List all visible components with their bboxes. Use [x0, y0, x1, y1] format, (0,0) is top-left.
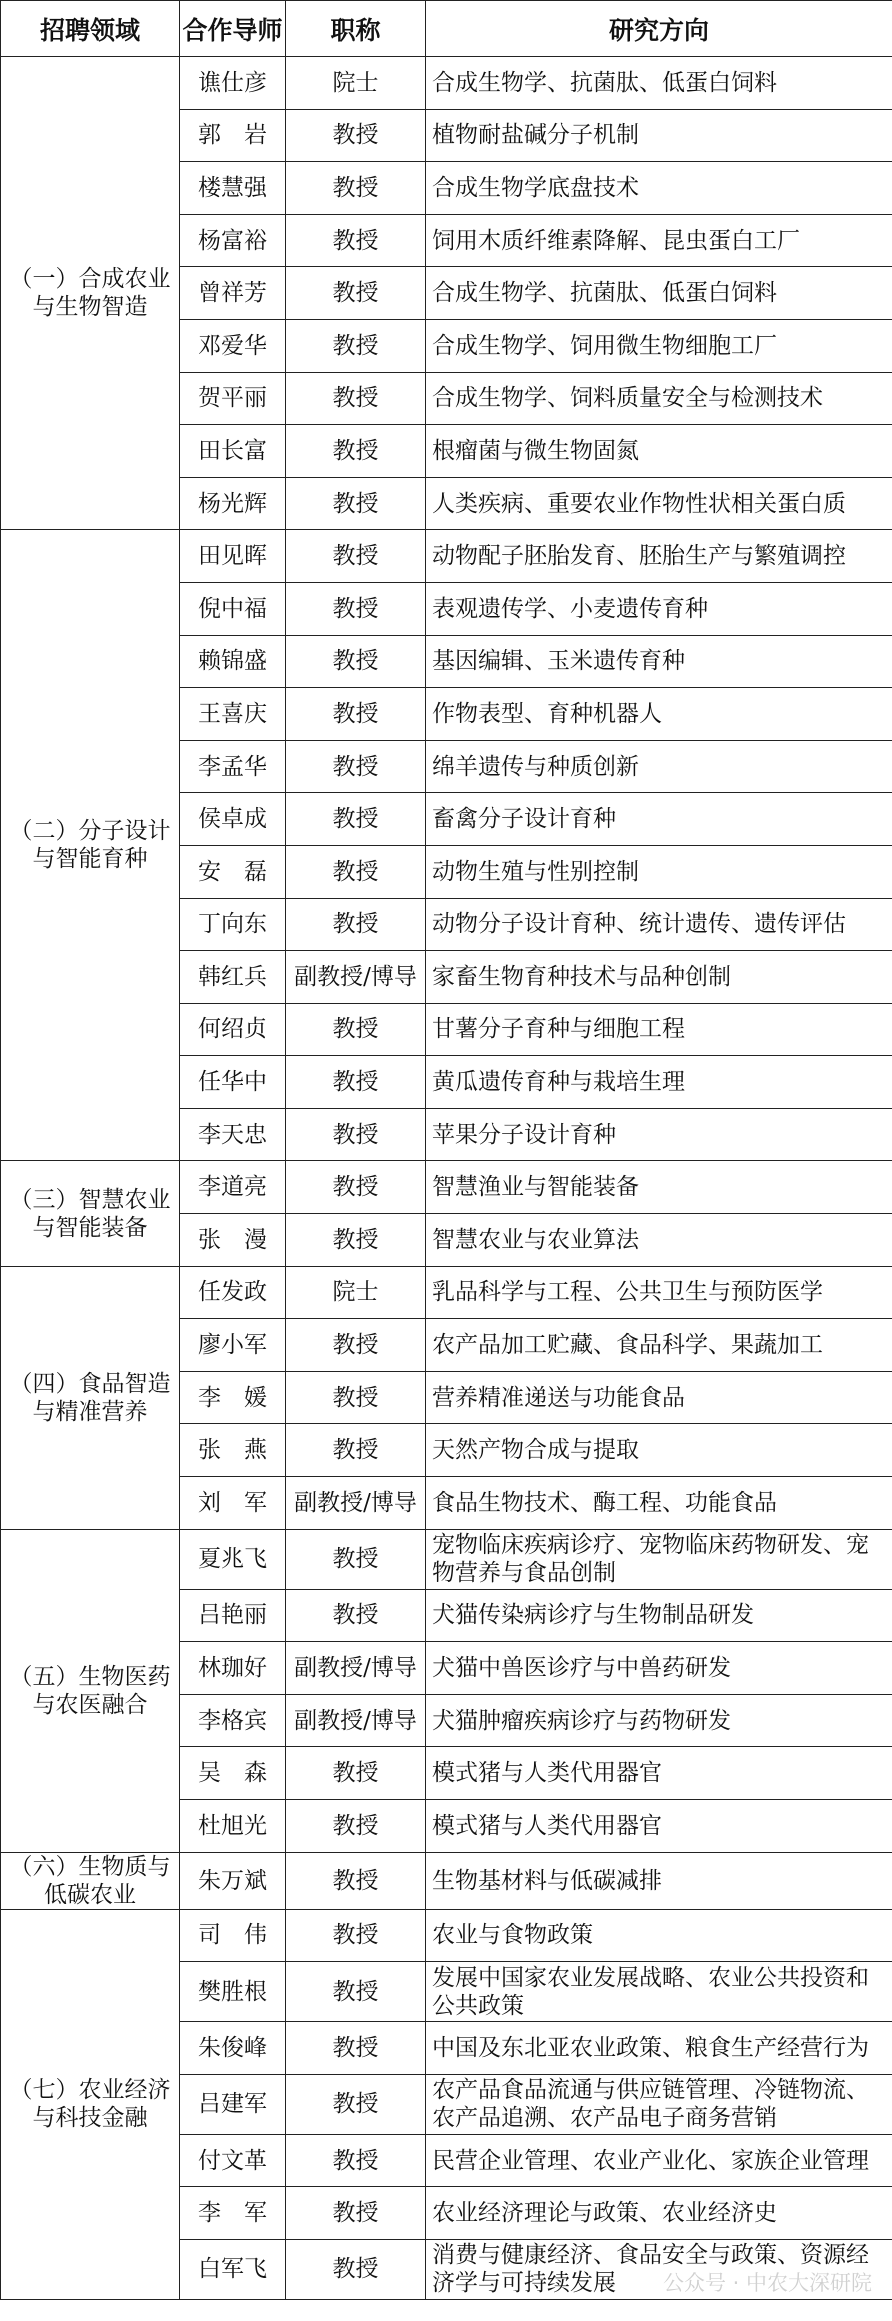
mentor-name: 吕艳丽 [180, 1589, 286, 1642]
research-direction: 营养精准递送与功能食品 [426, 1371, 892, 1424]
mentor-name: 韩红兵 [180, 951, 286, 1004]
header-row [1, 1, 892, 57]
research-direction: 饲用木质纤维素降解、昆虫蛋白工厂 [426, 214, 892, 267]
mentor-title: 教授 [286, 1108, 426, 1161]
mentor-name: 司 伟 [180, 1909, 286, 1962]
mentor-name: 刘 军 [180, 1477, 286, 1530]
mentor-name: 张 漫 [180, 1214, 286, 1267]
mentor-title: 教授 [286, 2074, 426, 2134]
header-direction: 研究方向 [426, 1, 892, 57]
mentor-name: 杨富裕 [180, 214, 286, 267]
mentor-title: 教授 [286, 793, 426, 846]
mentor-title: 教授 [286, 162, 426, 215]
mentor-name: 李格宾 [180, 1694, 286, 1747]
research-direction: 合成生物学底盘技术 [426, 162, 892, 215]
mentor-title: 教授 [286, 1909, 426, 1962]
mentor-name: 侯卓成 [180, 793, 286, 846]
research-direction: 犬猫传染病诊疗与生物制品研发 [426, 1589, 892, 1642]
mentor-name: 贺平丽 [180, 372, 286, 425]
research-direction: 乳品科学与工程、公共卫生与预防医学 [426, 1266, 892, 1319]
mentor-title: 教授 [286, 1056, 426, 1109]
mentor-title: 教授 [286, 1852, 426, 1909]
research-direction: 智慧农业与农业算法 [426, 1214, 892, 1267]
mentor-title: 教授 [286, 1800, 426, 1853]
research-direction: 犬猫肿瘤疾病诊疗与药物研发 [426, 1694, 892, 1747]
mentor-name: 朱俊峰 [180, 2022, 286, 2075]
mentor-title: 教授 [286, 740, 426, 793]
research-direction: 农产品食品流通与供应链管理、冷链物流、农产品追溯、农产品电子商务营销 [426, 2074, 892, 2134]
mentor-name: 杨光辉 [180, 477, 286, 530]
mentor-name: 吕建军 [180, 2074, 286, 2134]
research-direction: 消费与健康经济、食品安全与政策、资源经济学与可持续发展 [426, 2239, 892, 2299]
mentor-title: 教授 [286, 898, 426, 951]
research-direction: 合成生物学、抗菌肽、低蛋白饲料 [426, 57, 892, 110]
mentor-name: 谯仕彦 [180, 57, 286, 110]
mentor-name: 李 媛 [180, 1371, 286, 1424]
research-direction: 农产品加工贮藏、食品科学、果蔬加工 [426, 1319, 892, 1372]
mentor-title: 教授 [286, 1319, 426, 1372]
mentor-title: 教授 [286, 109, 426, 162]
mentor-name: 朱万斌 [180, 1852, 286, 1909]
research-direction: 民营企业管理、农业产业化、家族企业管理 [426, 2134, 892, 2187]
watermark: 公众号 · 中农大深研院 [662, 2271, 872, 2295]
mentor-title: 教授 [286, 1962, 426, 2022]
mentor-name: 廖小军 [180, 1319, 286, 1372]
mentor-name: 李 军 [180, 2187, 286, 2240]
recruit-area: （六）生物质与低碳农业 [1, 1852, 180, 1909]
mentor-title: 教授 [286, 1424, 426, 1477]
mentor-title: 教授 [286, 1161, 426, 1214]
mentor-title: 院士 [286, 1266, 426, 1319]
recruit-area: （三）智慧农业与智能装备 [1, 1161, 180, 1266]
mentor-name: 丁向东 [180, 898, 286, 951]
research-direction: 发展中国家农业发展战略、农业公共投资和公共政策 [426, 1962, 892, 2022]
mentor-title: 教授 [286, 214, 426, 267]
mentor-title: 教授 [286, 1214, 426, 1267]
recruit-area: （四）食品智造与精准营养 [1, 1266, 180, 1529]
table-row [1, 57, 892, 110]
mentor-name: 田长富 [180, 425, 286, 478]
header-title: 职称 [286, 1, 426, 57]
research-direction: 天然产物合成与提取 [426, 1424, 892, 1477]
table-row [1, 1161, 892, 1214]
table-row [1, 1909, 892, 1962]
mentor-title: 教授 [286, 688, 426, 741]
mentor-name: 曾祥芳 [180, 267, 286, 320]
table-row [1, 1266, 892, 1319]
mentor-title: 教授 [286, 319, 426, 372]
mentor-name: 樊胜根 [180, 1962, 286, 2022]
mentor-name: 何绍贞 [180, 1003, 286, 1056]
table-row [1, 1529, 892, 1589]
research-direction: 动物生殖与性别控制 [426, 845, 892, 898]
research-direction: 模式猪与人类代用器官 [426, 1747, 892, 1800]
research-direction: 农业经济理论与政策、农业经济史 [426, 2187, 892, 2240]
mentor-title: 副教授/博导 [286, 1642, 426, 1695]
research-direction: 表观遗传学、小麦遗传育种 [426, 582, 892, 635]
mentor-name: 李天忠 [180, 1108, 286, 1161]
research-direction: 人类疾病、重要农业作物性状相关蛋白质 [426, 477, 892, 530]
mentor-title: 教授 [286, 845, 426, 898]
research-direction: 基因编辑、玉米遗传育种 [426, 635, 892, 688]
mentor-title: 教授 [286, 1747, 426, 1800]
research-direction: 家畜生物育种技术与品种创制 [426, 951, 892, 1004]
mentor-title: 教授 [286, 2187, 426, 2240]
mentor-name: 安 磊 [180, 845, 286, 898]
mentor-title: 教授 [286, 2134, 426, 2187]
research-direction: 苹果分子设计育种 [426, 1108, 892, 1161]
research-direction: 动物配子胚胎发育、胚胎生产与繁殖调控 [426, 530, 892, 583]
research-direction: 动物分子设计育种、统计遗传、遗传评估 [426, 898, 892, 951]
mentor-title: 教授 [286, 477, 426, 530]
mentor-name: 李道亮 [180, 1161, 286, 1214]
research-direction: 农业与食物政策 [426, 1909, 892, 1962]
recruit-area: （一）合成农业与生物智造 [1, 57, 180, 530]
mentor-title: 院士 [286, 57, 426, 110]
recruit-area: （七）农业经济与科技金融 [1, 1909, 180, 2299]
research-direction: 甘薯分子育种与细胞工程 [426, 1003, 892, 1056]
mentor-name: 田见晖 [180, 530, 286, 583]
mentor-title: 教授 [286, 635, 426, 688]
mentor-name: 张 燕 [180, 1424, 286, 1477]
table-row [1, 530, 892, 583]
table-body [1, 57, 892, 2300]
header-area: 招聘领域 [1, 1, 180, 57]
research-direction: 合成生物学、饲用微生物细胞工厂 [426, 319, 892, 372]
mentor-title: 教授 [286, 372, 426, 425]
research-direction: 模式猪与人类代用器官 [426, 1800, 892, 1853]
recruit-area: （二）分子设计与智能育种 [1, 530, 180, 1161]
research-direction: 中国及东北亚农业政策、粮食生产经营行为 [426, 2022, 892, 2075]
mentor-name: 林珈好 [180, 1642, 286, 1695]
research-direction: 黄瓜遗传育种与栽培生理 [426, 1056, 892, 1109]
research-direction: 合成生物学、饲料质量安全与检测技术 [426, 372, 892, 425]
mentor-name: 赖锦盛 [180, 635, 286, 688]
mentor-name: 任发政 [180, 1266, 286, 1319]
mentor-title: 教授 [286, 267, 426, 320]
mentor-name: 夏兆飞 [180, 1529, 286, 1589]
mentor-title: 教授 [286, 582, 426, 635]
mentor-name: 王喜庆 [180, 688, 286, 741]
research-direction: 犬猫中兽医诊疗与中兽药研发 [426, 1642, 892, 1695]
mentor-title: 副教授/博导 [286, 1477, 426, 1530]
research-direction: 智慧渔业与智能装备 [426, 1161, 892, 1214]
mentor-title: 教授 [286, 1371, 426, 1424]
header-mentor: 合作导师 [180, 1, 286, 57]
research-direction: 植物耐盐碱分子机制 [426, 109, 892, 162]
mentor-title: 教授 [286, 530, 426, 583]
research-direction: 食品生物技术、酶工程、功能食品 [426, 1477, 892, 1530]
mentor-title: 教授 [286, 1589, 426, 1642]
research-direction: 作物表型、育种机器人 [426, 688, 892, 741]
mentor-title: 教授 [286, 1529, 426, 1589]
mentor-title: 副教授/博导 [286, 951, 426, 1004]
mentor-name: 吴 森 [180, 1747, 286, 1800]
mentor-name: 杜旭光 [180, 1800, 286, 1853]
mentor-name: 付文革 [180, 2134, 286, 2187]
mentor-name: 任华中 [180, 1056, 286, 1109]
research-direction: 绵羊遗传与种质创新 [426, 740, 892, 793]
mentor-name: 倪中福 [180, 582, 286, 635]
mentor-name: 郭 岩 [180, 109, 286, 162]
mentor-name: 李孟华 [180, 740, 286, 793]
mentor-title: 副教授/博导 [286, 1694, 426, 1747]
recruit-area: （五）生物医药与农医融合 [1, 1529, 180, 1852]
research-direction: 合成生物学、抗菌肽、低蛋白饲料 [426, 267, 892, 320]
mentor-title: 教授 [286, 2022, 426, 2075]
mentor-name: 邓爱华 [180, 319, 286, 372]
research-direction: 生物基材料与低碳减排 [426, 1852, 892, 1909]
research-direction: 宠物临床疾病诊疗、宠物临床药物研发、宠物营养与食品创制 [426, 1529, 892, 1589]
research-direction: 畜禽分子设计育种 [426, 793, 892, 846]
mentor-name: 白军飞 [180, 2239, 286, 2299]
mentor-title: 教授 [286, 425, 426, 478]
research-direction: 根瘤菌与微生物固氮 [426, 425, 892, 478]
mentor-title: 教授 [286, 1003, 426, 1056]
mentor-title: 教授 [286, 2239, 426, 2299]
table-row [1, 1852, 892, 1909]
mentor-name: 楼慧强 [180, 162, 286, 215]
